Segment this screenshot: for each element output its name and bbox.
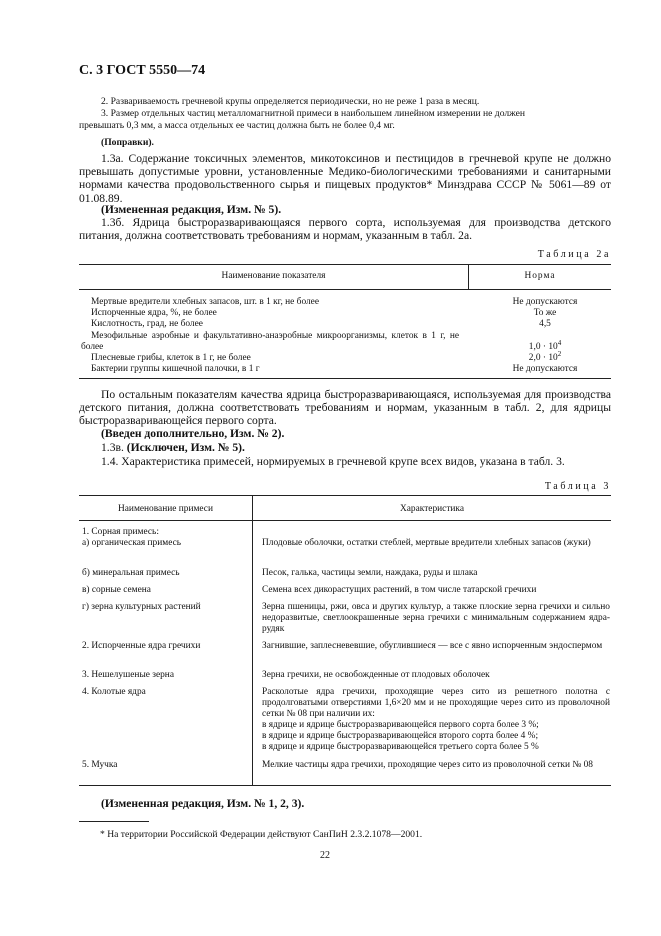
table-2a-row-name: Плесневые грибы, клеток в 1 г, не более xyxy=(91,353,251,363)
excluded-note: (Исключен, Изм. № 5). xyxy=(126,441,245,454)
page-number: 22 xyxy=(320,850,330,861)
table-3-row-desc: Расколотые ядра гречихи, проходящие через сито из решетного полотна с продолговатыми отверстиями 1,6×20 мм и не проходящие через сито из проволочной сетки № 08 при наличии их: xyxy=(262,687,610,719)
introduced-note: (Введен дополнительно, Изм. № 2). xyxy=(101,427,285,440)
paragraph-1-3v xyxy=(79,441,611,454)
table-2a-row-value: Не допускаются xyxy=(512,364,578,374)
paragraph-1-3a: 1.3а. Содержание токсичных элементов, микотоксинов и пестицидов в гречневой крупе не должно превышать допустимые уровни, установленные Медико-биологическими требованиями и санитарными нормами качества продовольственного сырья и пищевых продуктов* Минздрава СССР № 5061—89 от 01.08.89. xyxy=(79,152,611,205)
table-3-top-rule xyxy=(79,495,611,496)
table-2a-caption: Таблица 2а xyxy=(537,249,611,260)
table-3-row-name: 3. Нешелушеные зерна xyxy=(82,670,174,680)
table-2a-col1-header: Наименование показателя xyxy=(221,271,326,281)
page-header: С. 3 ГОСТ 5550—74 xyxy=(79,63,206,78)
table-3-header-rule xyxy=(79,520,611,521)
table-2a-exponent: 2 xyxy=(557,349,562,358)
table-3-row-name: а) органическая примесь xyxy=(82,538,182,548)
table-3-row-desc: Зерна гречихи, не освобожденные от плодовых оболочек xyxy=(262,670,490,680)
note-2: 2. Развариваемость гречневой крупы определяется периодически, но не реже 1 раза в месяц. xyxy=(101,96,480,107)
table-3-row-name: 5. Мучка xyxy=(82,760,118,770)
footnote-rule xyxy=(79,821,149,822)
table-3-row-desc-item: в ядрице и ядрице быстроразваривающейся первого сорта более 3 %; xyxy=(262,720,539,730)
table-2a-row-name: Испорченные ядра, %, не более xyxy=(91,308,217,318)
table-2a-row-name: Мезофильные аэробные и факультативно-анаэробные микроорганизмы, клеток в 1 г, не более xyxy=(81,331,459,352)
table-3-row-desc: Семена всех дикорастущих растений, в том числе татарской гречихи xyxy=(262,585,537,595)
table-3-caption: Таблица 3 xyxy=(544,481,611,492)
paragraph-1-4: 1.4. Характеристика примесей, нормируемых в гречневой крупе всех видов, указана в табл. 3. xyxy=(101,455,565,468)
table-2a-row-name: Мертвые вредители хлебных запасов, шт. в 1 кг, не более xyxy=(91,297,320,307)
footnote: * На территории Российской Федерации действуют СанПиН 2.3.2.1078—2001. xyxy=(100,829,423,840)
table-2a-row-value: 4,5 xyxy=(539,319,551,329)
table-2a-row-value xyxy=(480,338,610,353)
paragraph-1-3v-number: 1.3в. xyxy=(101,441,124,454)
table-3-row-name: в) сорные семена xyxy=(82,585,151,595)
table-3-row-desc: Зерна пшеницы, ржи, овса и других культур, а также плоские зерна гречихи и сильно недоразвитые, светлоокрашенные зерна гречихи с минимальным содержанием ядра-рудяк xyxy=(262,602,610,634)
table-2a-value-text: 1,0 · 10 xyxy=(528,342,558,352)
table-3-row-desc: Загнившие, заплесневевшие, обуглившиеся — все с явно испорченным эндоспермом xyxy=(262,641,603,651)
note-3-line2: превышать 0,3 мм, а масса отдельных ее частиц должна быть не более 0,4 мг. xyxy=(79,120,395,131)
table-2a-col2-header: Норма xyxy=(524,271,556,281)
table-2a-row-value: То же xyxy=(533,308,557,318)
table-3-row-desc: Мелкие частицы ядра гречихи, проходящие через сито из проволочной сетки № 08 xyxy=(262,760,593,770)
amendment-1-2-3-note: (Измененная редакция, Изм. № 1, 2, 3). xyxy=(101,797,305,810)
table-3-row-name: 4. Колотые ядра xyxy=(82,687,146,697)
table-2a-header-rule xyxy=(79,289,611,290)
table-2a-bottom-rule xyxy=(79,378,611,379)
table-3-row-title: 1. Сорная примесь: xyxy=(82,527,159,537)
table-2a-exponent: 4 xyxy=(557,338,562,347)
table-3-col2-header: Характеристика xyxy=(399,504,465,514)
paragraph-rest-indicators: По остальным показателям качества ядрица быстроразваривающаяся, используемая для производства детского питания, должна соответствовать требованиям и нормам, указанным в табл. 2, для ядрицы быстроразваривающейся первого сорта. xyxy=(79,388,611,428)
table-2a-top-rule xyxy=(79,264,611,265)
table-3-row-desc: Плодовые оболочки, остатки стеблей, мертвые вредители хлебных запасов (жуки) xyxy=(262,538,591,548)
paragraph-1-3b: 1.3б. Ядрица быстроразваривающаяся первого сорта, используемая для производства детского питания, должна соответствовать требованиям и нормам, указанным в табл. 2а. xyxy=(79,216,611,243)
table-3-col-divider xyxy=(252,495,253,785)
table-3-row-desc-item: в ядрице и ядрице быстроразваривающейся третьего сорта более 5 % xyxy=(262,742,539,752)
table-3-row-name: г) зерна культурных растений xyxy=(82,602,201,612)
table-3-col1-header: Наименование примеси xyxy=(118,504,213,514)
note-3-line1: 3. Размер отдельных частиц металломагнитной примеси в наибольшем линейном измерении не должен xyxy=(101,108,526,119)
amendments-label: (Поправки). xyxy=(101,137,154,148)
table-2a-row-name: Кислотность, град, не более xyxy=(91,319,203,329)
table-3-row-desc-item: в ядрице и ядрице быстроразваривающейся второго сорта более 4 %; xyxy=(262,731,539,741)
table-2a-row-name: Бактерии группы кишечной палочки, в 1 г xyxy=(91,364,260,374)
table-3-row-desc: Песок, галька, частицы земли, наждака, руды и шлака xyxy=(262,568,478,578)
table-2a-value-text: 2,0 · 10 xyxy=(528,353,558,363)
table-3-row-name: 2. Испорченные ядра гречихи xyxy=(82,641,201,651)
table-2a-row-value xyxy=(480,349,610,364)
amendment-5-note: (Измененная редакция, Изм. № 5). xyxy=(101,203,282,216)
table-3-bottom-rule xyxy=(79,785,611,786)
table-3-row-name: б) минеральная примесь xyxy=(82,568,180,578)
table-2a-row-value: Не допускаются xyxy=(512,297,578,307)
